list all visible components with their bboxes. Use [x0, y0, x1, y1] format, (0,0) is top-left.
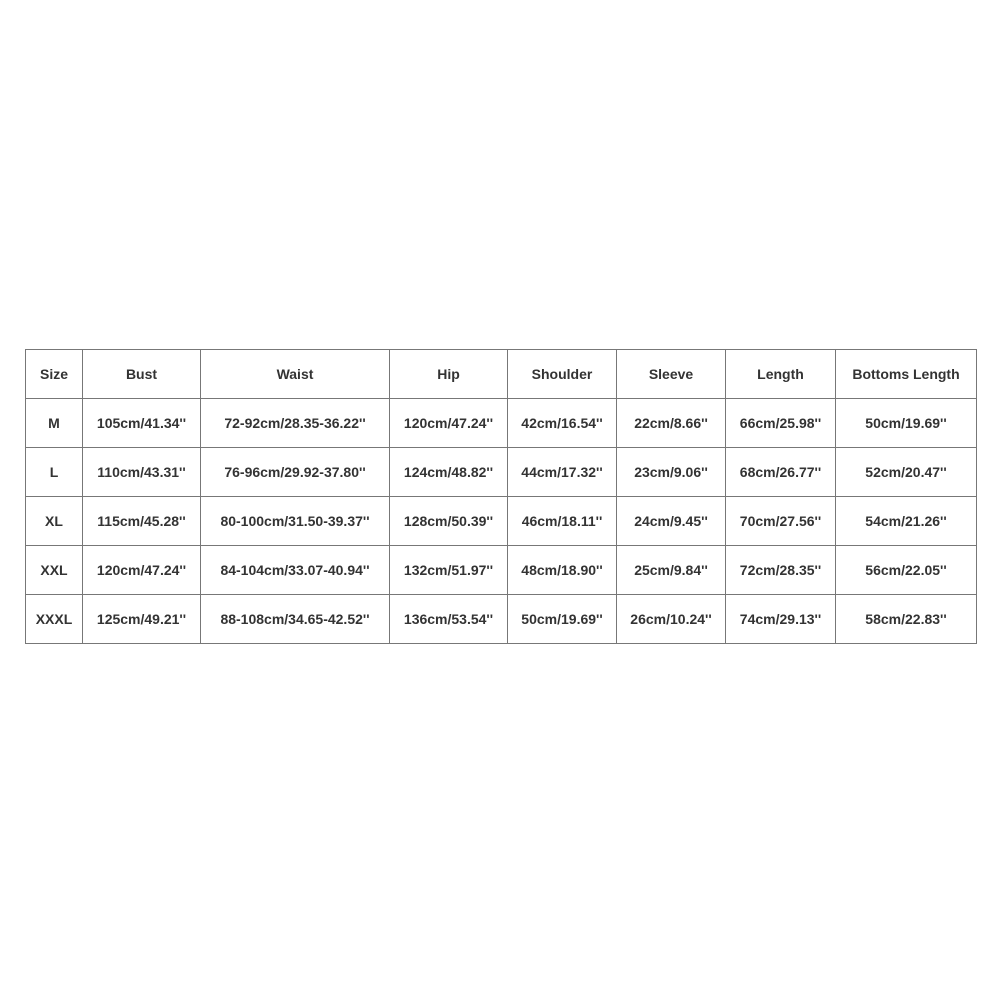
shoulder-cell: 46cm/18.11''	[508, 497, 617, 546]
bust-cell: 105cm/41.34''	[83, 399, 201, 448]
hip-cell: 120cm/47.24''	[390, 399, 508, 448]
table-row	[26, 497, 977, 546]
bust-cell: 110cm/43.31''	[83, 448, 201, 497]
length-cell: 70cm/27.56''	[726, 497, 836, 546]
bottoms-length-cell: 54cm/21.26''	[836, 497, 977, 546]
waist-cell: 80-100cm/31.50-39.37''	[201, 497, 390, 546]
size-cell: M	[26, 399, 83, 448]
hip-cell: 132cm/51.97''	[390, 546, 508, 595]
header-row	[26, 350, 977, 399]
header-length: Length	[726, 350, 836, 399]
length-cell: 68cm/26.77''	[726, 448, 836, 497]
hip-cell: 128cm/50.39''	[390, 497, 508, 546]
sleeve-cell: 24cm/9.45''	[617, 497, 726, 546]
length-cell: 72cm/28.35''	[726, 546, 836, 595]
hip-cell: 124cm/48.82''	[390, 448, 508, 497]
sleeve-cell: 26cm/10.24''	[617, 595, 726, 644]
sleeve-cell: 25cm/9.84''	[617, 546, 726, 595]
bottoms-length-cell: 52cm/20.47''	[836, 448, 977, 497]
header-bottoms-length: Bottoms Length	[836, 350, 977, 399]
waist-cell: 72-92cm/28.35-36.22''	[201, 399, 390, 448]
bottoms-length-cell: 50cm/19.69''	[836, 399, 977, 448]
size-cell: XL	[26, 497, 83, 546]
sleeve-cell: 23cm/9.06''	[617, 448, 726, 497]
header-sleeve: Sleeve	[617, 350, 726, 399]
waist-cell: 88-108cm/34.65-42.52''	[201, 595, 390, 644]
size-chart-table	[25, 349, 977, 644]
header-hip: Hip	[390, 350, 508, 399]
header-shoulder: Shoulder	[508, 350, 617, 399]
waist-cell: 84-104cm/33.07-40.94''	[201, 546, 390, 595]
table-row	[26, 595, 977, 644]
size-cell: XXL	[26, 546, 83, 595]
shoulder-cell: 42cm/16.54''	[508, 399, 617, 448]
waist-cell: 76-96cm/29.92-37.80''	[201, 448, 390, 497]
header-size: Size	[26, 350, 83, 399]
hip-cell: 136cm/53.54''	[390, 595, 508, 644]
shoulder-cell: 50cm/19.69''	[508, 595, 617, 644]
header-waist: Waist	[201, 350, 390, 399]
shoulder-cell: 44cm/17.32''	[508, 448, 617, 497]
shoulder-cell: 48cm/18.90''	[508, 546, 617, 595]
header-bust: Bust	[83, 350, 201, 399]
table-row	[26, 448, 977, 497]
size-cell: XXXL	[26, 595, 83, 644]
bottoms-length-cell: 56cm/22.05''	[836, 546, 977, 595]
length-cell: 74cm/29.13''	[726, 595, 836, 644]
length-cell: 66cm/25.98''	[726, 399, 836, 448]
bust-cell: 120cm/47.24''	[83, 546, 201, 595]
table-row	[26, 546, 977, 595]
bust-cell: 125cm/49.21''	[83, 595, 201, 644]
size-cell: L	[26, 448, 83, 497]
bust-cell: 115cm/45.28''	[83, 497, 201, 546]
sleeve-cell: 22cm/8.66''	[617, 399, 726, 448]
bottoms-length-cell: 58cm/22.83''	[836, 595, 977, 644]
table-row	[26, 399, 977, 448]
